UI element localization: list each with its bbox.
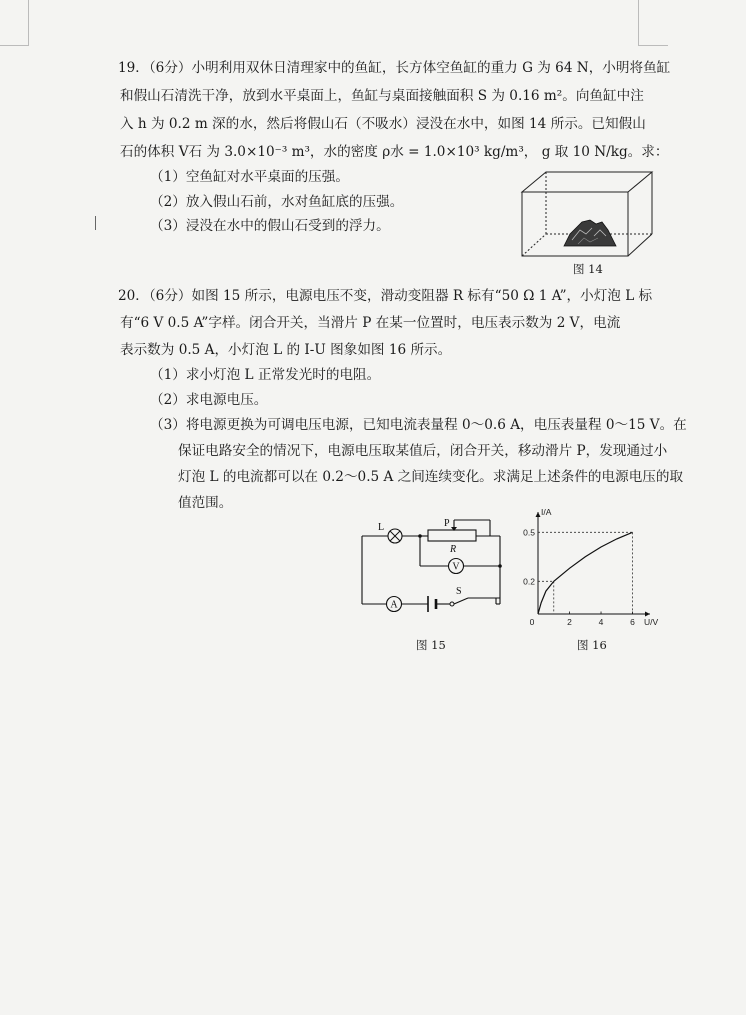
voltmeter-icon (449, 559, 464, 574)
x-tick-label: 0 (529, 617, 535, 627)
figure-15-caption: 图 15 (416, 638, 446, 652)
x-tick-label: 4 (598, 617, 604, 627)
iu-curve (538, 532, 633, 614)
q20-sub-3-line-4: 值范围。 (178, 495, 233, 511)
rheostat-r (428, 530, 476, 541)
q20-line-1: 20．（6分）如图 15 所示，电源电压不变，滑动变阻器 R 标有“50 Ω 1 A”，小灯泡 L 标 (118, 288, 653, 304)
y-tick-label: 0.5 (523, 527, 535, 538)
q20-sub-2: （2）求电源电压。 (150, 392, 268, 408)
iu-tick-labels (523, 507, 658, 627)
q19-line-2: 和假山石清洗干净，放到水平桌面上，鱼缸与桌面接触面积 S 为 0.16 m²。向鱼缸中注 (120, 88, 644, 104)
ammeter-label: A (390, 599, 398, 611)
corner-mark-left-h (0, 45, 28, 46)
x-axis-arrow (645, 612, 650, 617)
switch-pivot (450, 602, 454, 606)
slider-label-p: P (444, 518, 450, 529)
q20-line-3: 表示数为 0.5 A，小灯泡 L 的 I-U 图象如图 16 所示。 (120, 342, 452, 358)
iu-reference-lines (538, 532, 633, 614)
junction-dot-left (418, 534, 422, 538)
circuit-diagram (350, 514, 510, 624)
ammeter-icon (387, 597, 402, 612)
figure-16-caption: 图 16 (577, 638, 607, 652)
rock-icon (564, 220, 616, 246)
q19-line-4: 石的体积 V石 为 3.0×10⁻³ m³，水的密度 ρ水 = 1.0×10³ kg/m³， g 取 10 N/kg。求： (120, 144, 669, 160)
x-tick-label: 6 (630, 617, 635, 627)
voltmeter-label: V (452, 561, 460, 573)
junction-dot (498, 564, 502, 568)
corner-mark-right-h (638, 45, 668, 46)
y-tick-label: 0.2 (523, 576, 535, 587)
lamp-icon (388, 529, 402, 543)
q20-sub-3-line-2: 保证电路安全的情况下，电源电压取某值后，闭合开关，移动滑片 P，发现通过小 (178, 443, 668, 459)
q20-line-2: 有“6 V 0.5 A”字样。闭合开关，当滑片 P 在某一位置时，电压表示数为 2 V，电流 (120, 315, 621, 331)
x-axis-label: U/V (644, 617, 659, 627)
q19-line-3: 入 h 为 0.2 m 深的水，然后将假山石（不吸水）浸没在水中，如图 14 所示。已知假山 (120, 116, 646, 132)
corner-mark-right (638, 0, 639, 46)
fish-tank-figure (520, 170, 656, 260)
rheostat-label-r: R (450, 544, 457, 555)
q19-line-1: 19．（6分）小明利用双休日清理家中的鱼缸，长方体空鱼缸的重力 G 为 64 N，小明将鱼缸 (118, 60, 671, 76)
figure-14-caption: 图 14 (573, 262, 603, 276)
q20-sub-3-line-3: 灯泡 L 的电流都可以在 0.2～0.5 A 之间连续变化。求满足上述条件的电源电压的取 (178, 469, 684, 485)
q20-sub-3-line-1: （3）将电源更换为可调电压电源，已知电流表量程 0～0.6 A，电压表量程 0～15 V。在 (150, 417, 687, 433)
switch-label-s: S (456, 586, 462, 597)
q19-sub-3: （3）浸没在水中的假山石受到的浮力。 (150, 218, 390, 234)
y-axis-arrow (536, 512, 541, 517)
lamp-label-l: L (378, 522, 385, 533)
q19-sub-1: （1）空鱼缸对水平桌面的压强。 (150, 169, 349, 185)
corner-mark-left (28, 0, 29, 46)
y-axis-label: I/A (541, 507, 552, 517)
q19-sub-2: （2）放入假山石前，水对鱼缸底的压强。 (150, 194, 404, 210)
x-tick-label: 2 (567, 617, 572, 627)
q20-sub-1: （1）求小灯泡 L 正常发光时的电阻。 (150, 367, 381, 383)
margin-mark (95, 216, 96, 230)
iu-graph (520, 506, 659, 630)
